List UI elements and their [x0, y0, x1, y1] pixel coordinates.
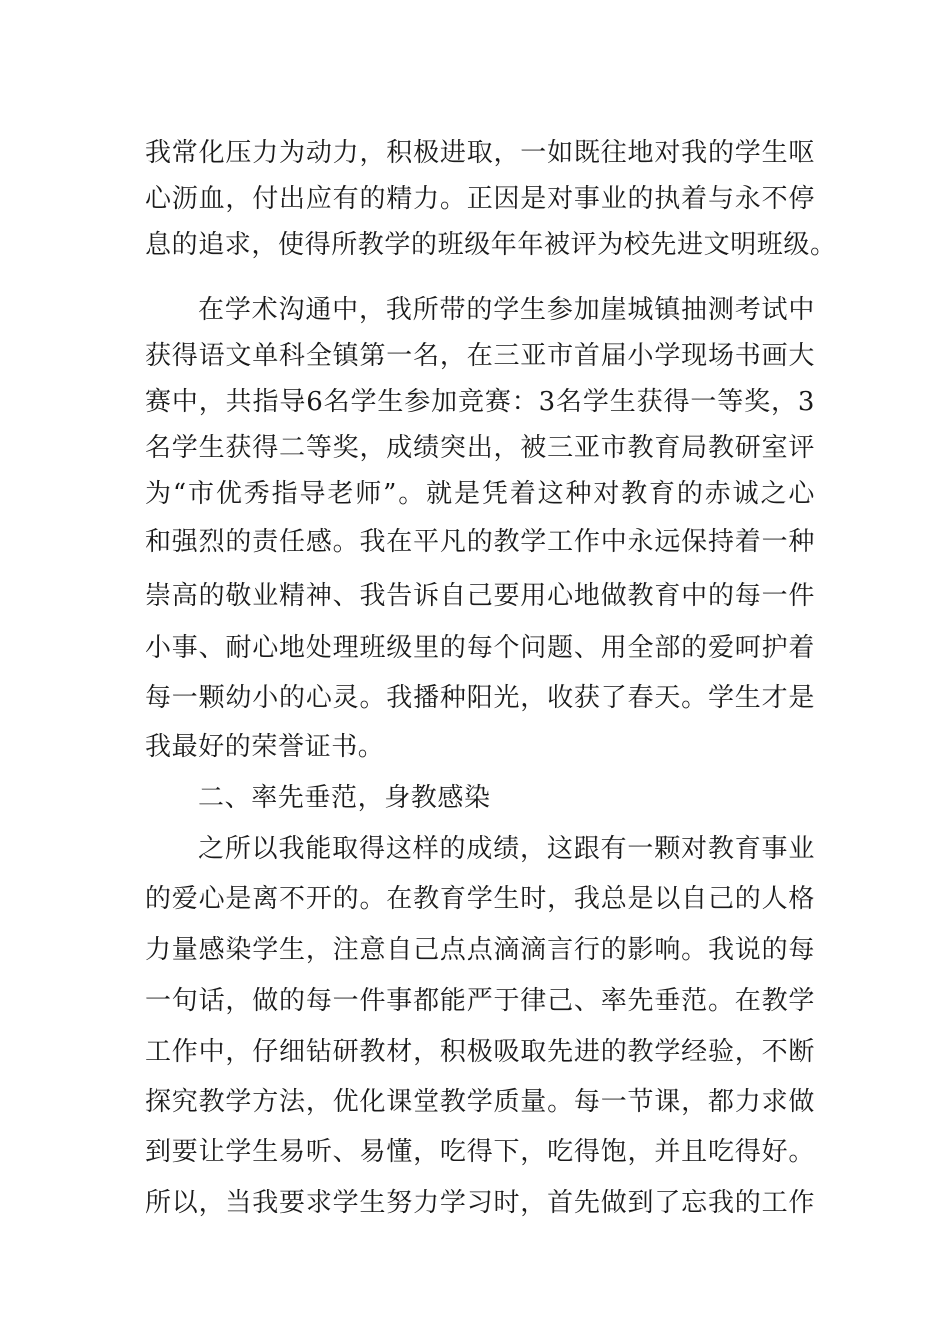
text-line-11: 小事、耐心地处理班级里的每个问题、用全部的爱呵护着: [145, 633, 815, 663]
text-line-5: 获得语文单科全镇第一名，在三亚市首届小学现场书画大: [145, 341, 815, 371]
text-line-8: 为“市优秀指导老师”。就是凭着这种对教育的赤诚之心: [145, 479, 815, 509]
text-line-17: 力量感染学生，注意自己点点滴滴言行的影响。我说的每: [145, 935, 815, 965]
text-line-18: 一句话，做的每一件事都能严于律己、率先垂范。在教学: [145, 986, 815, 1016]
section-heading: 二、率先垂范，身教感染: [198, 783, 491, 813]
text-line-20: 探究教学方法，优化课堂教学质量。每一节课，都力求做: [145, 1087, 815, 1117]
text-line-6: 赛中，共指导6名学生参加竞赛：3名学生获得一等奖，3: [145, 387, 815, 417]
text-line-7: 名学生获得二等奖，成绩突出，被三亚市教育局教研室评: [145, 433, 815, 463]
text-line-21: 到要让学生易听、易懂，吃得下，吃得饱，并且吃得好。: [145, 1137, 815, 1167]
text-line-2: 心沥血，付出应有的精力。正因是对事业的执着与永不停: [145, 184, 815, 214]
text-line-13: 我最好的荣誉证书。: [145, 732, 385, 762]
text-line-1: 我常化压力为动力，积极进取，一如既往地对我的学生呕: [145, 138, 815, 168]
text-line-9: 和强烈的责任感。我在平凡的教学工作中永远保持着一种: [145, 527, 815, 557]
text-line-16: 的爱心是离不开的。在教育学生时，我总是以自己的人格: [145, 884, 815, 914]
text-line-3: 息的追求，使得所教学的班级年年被评为校先进文明班级。: [145, 230, 837, 260]
text-line-15: 之所以我能取得这样的成绩，这跟有一颗对教育事业: [198, 834, 815, 864]
text-line-19: 工作中，仔细钻研教材，积极吸取先进的教学经验，不断: [145, 1037, 815, 1067]
text-line-10: 崇高的敬业精神、我告诉自己要用心地做教育中的每一件: [145, 581, 815, 611]
text-line-12: 每一颗幼小的心灵。我播种阳光，收获了春天。学生才是: [145, 683, 815, 713]
text-line-4: 在学术沟通中，我所带的学生参加崖城镇抽测考试中: [198, 295, 815, 325]
text-line-22: 所以，当我要求学生努力学习时，首先做到了忘我的工作: [145, 1188, 815, 1218]
